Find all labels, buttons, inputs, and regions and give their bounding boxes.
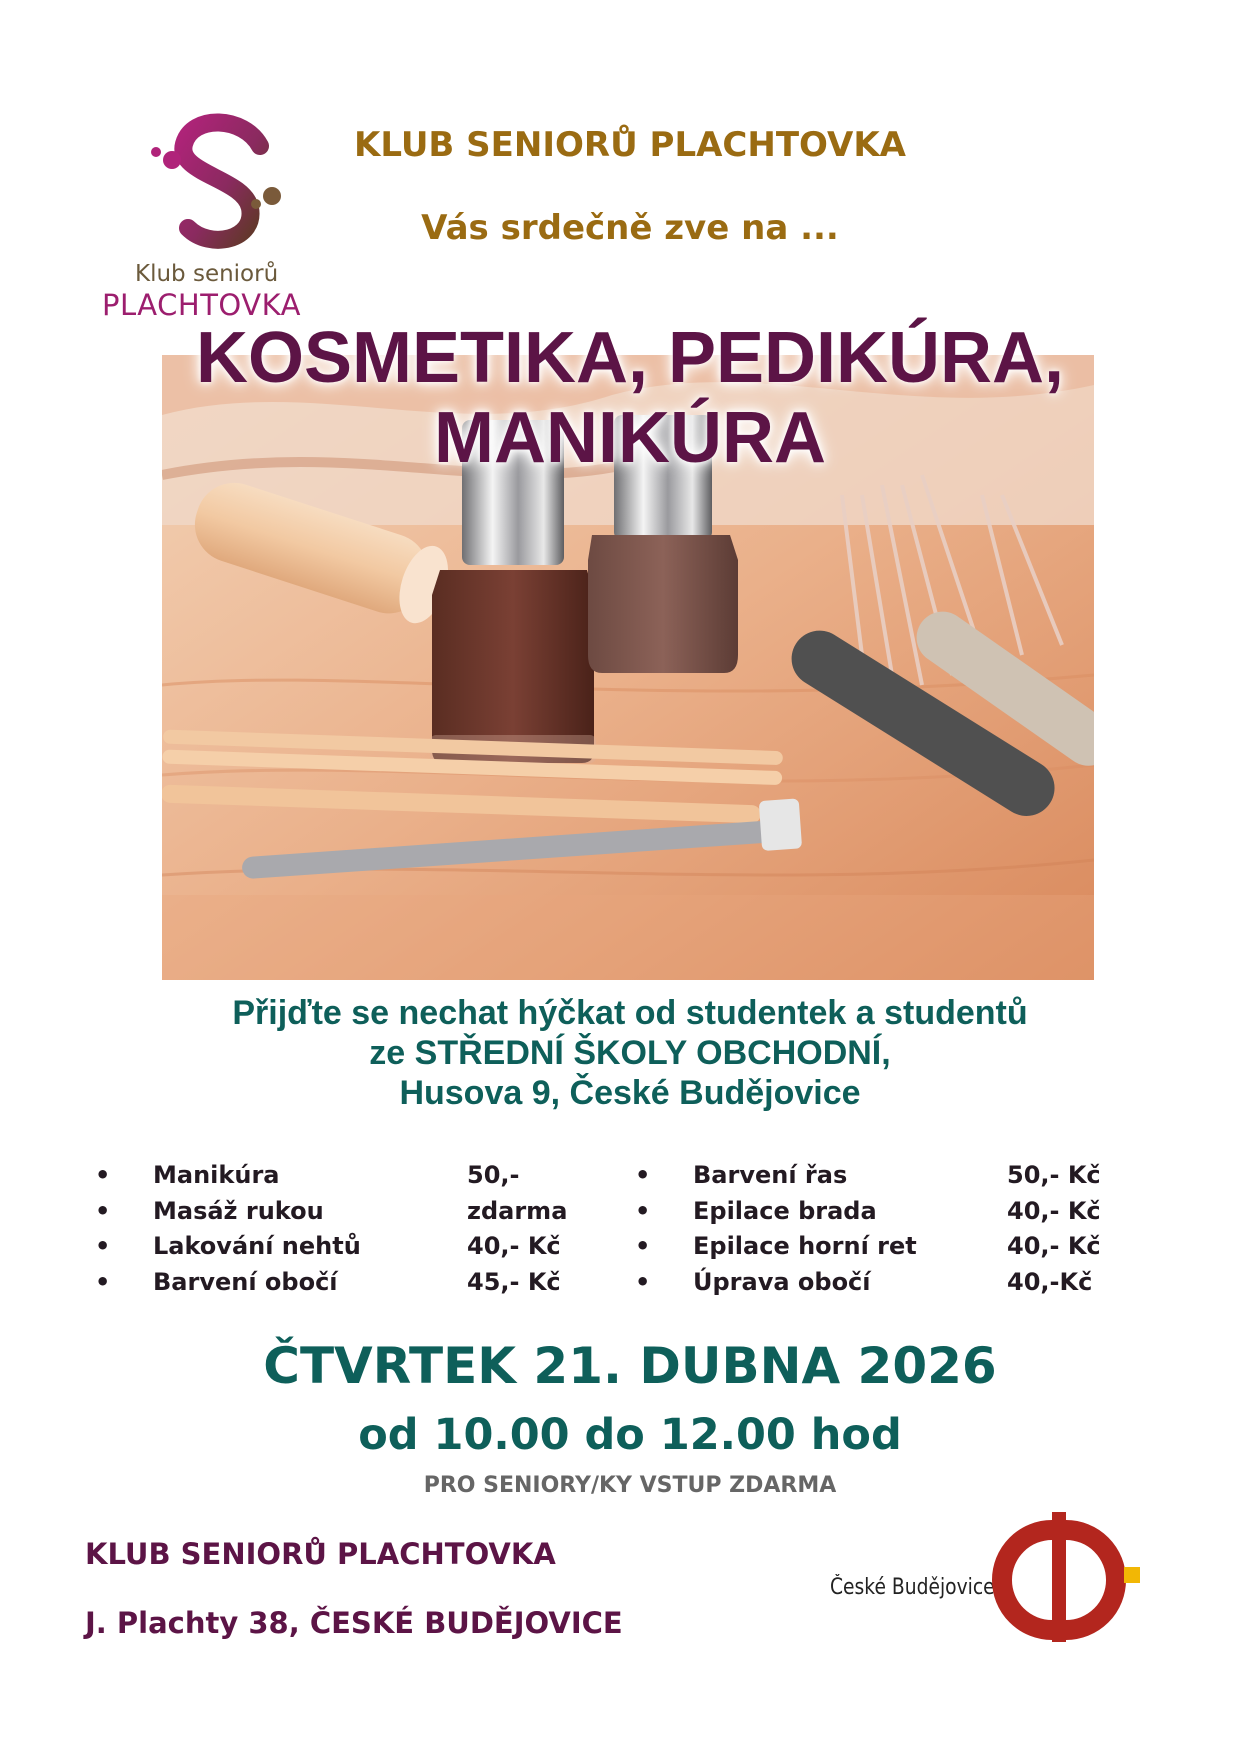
bullet: •	[95, 1232, 111, 1260]
bullet: •	[95, 1197, 111, 1225]
city-logo-label: České Budějovice	[830, 1575, 995, 1600]
service-name: Lakování nehtů	[153, 1232, 361, 1260]
event-time: od 10.00 do 12.00 hod	[358, 1410, 902, 1460]
logo-big-text: PLACHTOVKA	[102, 288, 301, 322]
service-name: Manikúra	[153, 1161, 280, 1189]
logo-small-text: Klub seniorů	[135, 261, 279, 287]
bullet: •	[635, 1197, 651, 1225]
footer-address: J. Plachty 38, ČESKÉ BUDĚJOVICE	[85, 1606, 623, 1640]
service-price: 45,- Kč	[467, 1268, 561, 1296]
service-name: Barvení obočí	[153, 1268, 338, 1296]
price-item	[635, 1232, 1115, 1268]
price-item	[635, 1161, 1115, 1197]
price-item	[95, 1161, 575, 1197]
event-title	[130, 318, 1130, 478]
service-price: 40,-Kč	[1007, 1268, 1093, 1296]
bullet: •	[95, 1268, 111, 1296]
club-logo-mark	[132, 108, 292, 258]
city-logo-icon	[990, 1512, 1140, 1642]
students-line-2: ze STŘEDNÍ ŠKOLY OBCHODNÍ,	[369, 1034, 891, 1072]
bullet: •	[635, 1161, 651, 1189]
service-price: 40,- Kč	[1007, 1197, 1101, 1225]
service-name: Epilace horní ret	[693, 1232, 917, 1260]
service-price: 50,-	[467, 1161, 520, 1189]
price-item	[95, 1268, 575, 1304]
service-price: zdarma	[467, 1197, 568, 1225]
event-title-line-2: MANIKÚRA	[434, 398, 826, 478]
service-name: Barvení řas	[693, 1161, 848, 1189]
club-header: KLUB SENIORŮ PLACHTOVKA	[354, 125, 906, 165]
bullet: •	[635, 1232, 651, 1260]
service-price: 40,- Kč	[1007, 1232, 1101, 1260]
service-name: Epilace brada	[693, 1197, 877, 1225]
price-item	[95, 1232, 575, 1268]
club-logo	[92, 108, 322, 323]
students-line-3: Husova 9, České Budějovice	[399, 1074, 861, 1112]
invite-line: Vás srdečně zve na ...	[421, 208, 839, 248]
students-line-1: Přijďte se nechat hýčkat od studentek a studentů	[232, 994, 1028, 1032]
price-item	[95, 1197, 575, 1233]
price-item	[635, 1268, 1115, 1304]
event-title-line-1: KOSMETIKA, PEDIKÚRA,	[195, 318, 1065, 398]
students-invitation	[130, 993, 1130, 1113]
service-name: Masáž rukou	[153, 1197, 324, 1225]
price-item	[635, 1197, 1115, 1233]
service-price: 50,- Kč	[1007, 1161, 1101, 1189]
bullet: •	[95, 1161, 111, 1189]
event-date: ČTVRTEK 21. DUBNA 2026	[263, 1337, 997, 1395]
footer-club-name: KLUB SENIORŮ PLACHTOVKA	[85, 1537, 556, 1571]
service-price: 40,- Kč	[467, 1232, 561, 1260]
free-entry-note: PRO SENIORY/KY VSTUP ZDARMA	[423, 1473, 837, 1498]
service-name: Úprava obočí	[693, 1268, 871, 1296]
bullet: •	[635, 1268, 651, 1296]
